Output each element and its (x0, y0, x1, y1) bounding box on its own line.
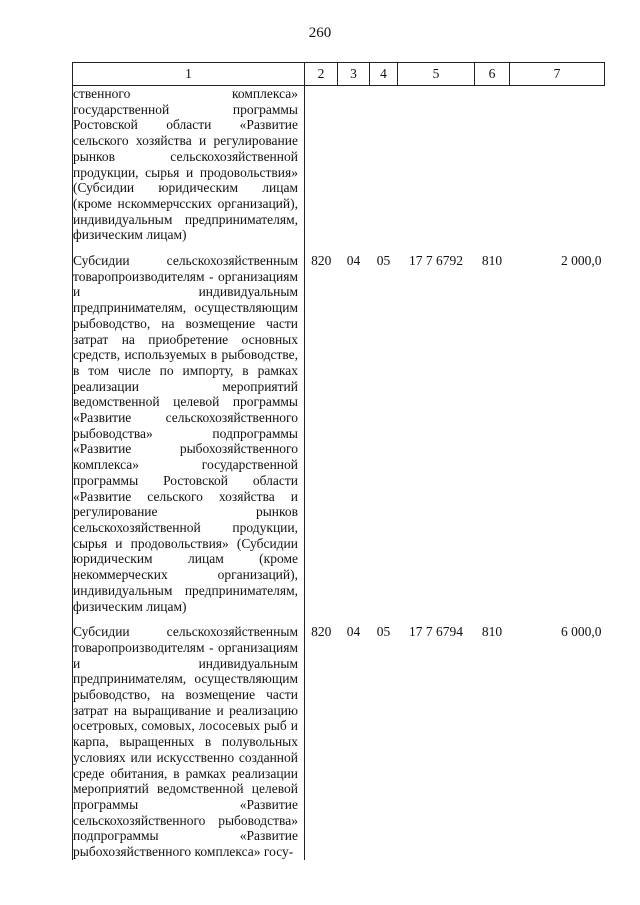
row-spacer (73, 614, 605, 624)
column-header-4: 4 (370, 63, 398, 86)
row-ministry-code: 820 (311, 253, 332, 269)
table-row (73, 253, 605, 614)
row-target-code (398, 86, 475, 244)
row-section-code (338, 86, 370, 244)
row-expense-type (475, 86, 510, 244)
table-header-row (73, 63, 605, 86)
column-header-2: 2 (305, 63, 338, 86)
page-number: 260 (308, 25, 332, 41)
table-row (73, 624, 605, 860)
column-header-6: 6 (475, 63, 510, 86)
row-amount (510, 86, 605, 244)
row-subsection-code (370, 86, 398, 244)
row-target-code: 17 7 6794 (409, 624, 463, 640)
row-description: Субсидии сельскохозяйственным товаропроизводителям - организациям и индивидуальным предпринимателям, осуществляющим рыбоводство, на возмещение части затрат на приобретение основных средств, используемых в рыбоводстве, в том числе по импорту, в рамках реализации мероприятий ведомственной целевой программы «Развитие сельскохозяйственного рыбоводства» подпрограммы «Развитие рыбохозяйственного комплекса» государственной программы Ростовской области «Развитие сельского хозяйства и регулирование рынков сельскохозяйственной продукции, сырья и продовольствия» (Субсидии юридическим лицам (кроме некоммерческих организаций), индивидуальным предпринимателям, физическим лицам) (73, 253, 305, 614)
row-amount: 6 000,0 (561, 624, 602, 640)
row-ministry-code (305, 86, 338, 244)
column-header-5: 5 (398, 63, 475, 86)
column-header-7: 7 (510, 63, 605, 86)
row-subsection-code: 05 (376, 624, 391, 640)
row-description: ственного комплекса» государственной программы Ростовской области «Развитие сельского хозяйства и регулирование рынков сельскохозяйственной продукции, сырья и продовольствия» (Субсидии юридическим лицам (кроме нскоммерчсских организаций), индивидуальным предпринимателям, физическим лицам) (73, 86, 305, 244)
budget-table (72, 62, 605, 860)
row-expense-type: 810 (481, 253, 503, 269)
row-subsection-code: 05 (376, 253, 391, 269)
row-ministry-code: 820 (311, 624, 332, 640)
row-section-code: 04 (346, 624, 361, 640)
table-row (73, 86, 605, 244)
column-header-3: 3 (338, 63, 370, 86)
row-spacer (73, 243, 605, 253)
row-amount: 2 000,0 (561, 253, 602, 269)
row-target-code: 17 7 6792 (409, 253, 463, 269)
column-header-1: 1 (73, 63, 305, 86)
row-description: Субсидии сельскохозяйственным товаропроизводителям - организациям и индивидуальным предпринимателям, осуществляющим рыбоводство, на возмещение части затрат на выращивание и реализацию осетровых, сомовых, лососевых рыб и карпа, выращенных в полувольных условиях или искусственно созданной среде обитания, в рамках реализации мероприятий ведомственной целевой программы «Развитие сельскохозяйственного рыбоводства» подпрограммы «Развитие рыбохозяйственного комплекса» госу- (73, 624, 305, 860)
row-expense-type: 810 (481, 624, 503, 640)
row-section-code: 04 (346, 253, 361, 269)
